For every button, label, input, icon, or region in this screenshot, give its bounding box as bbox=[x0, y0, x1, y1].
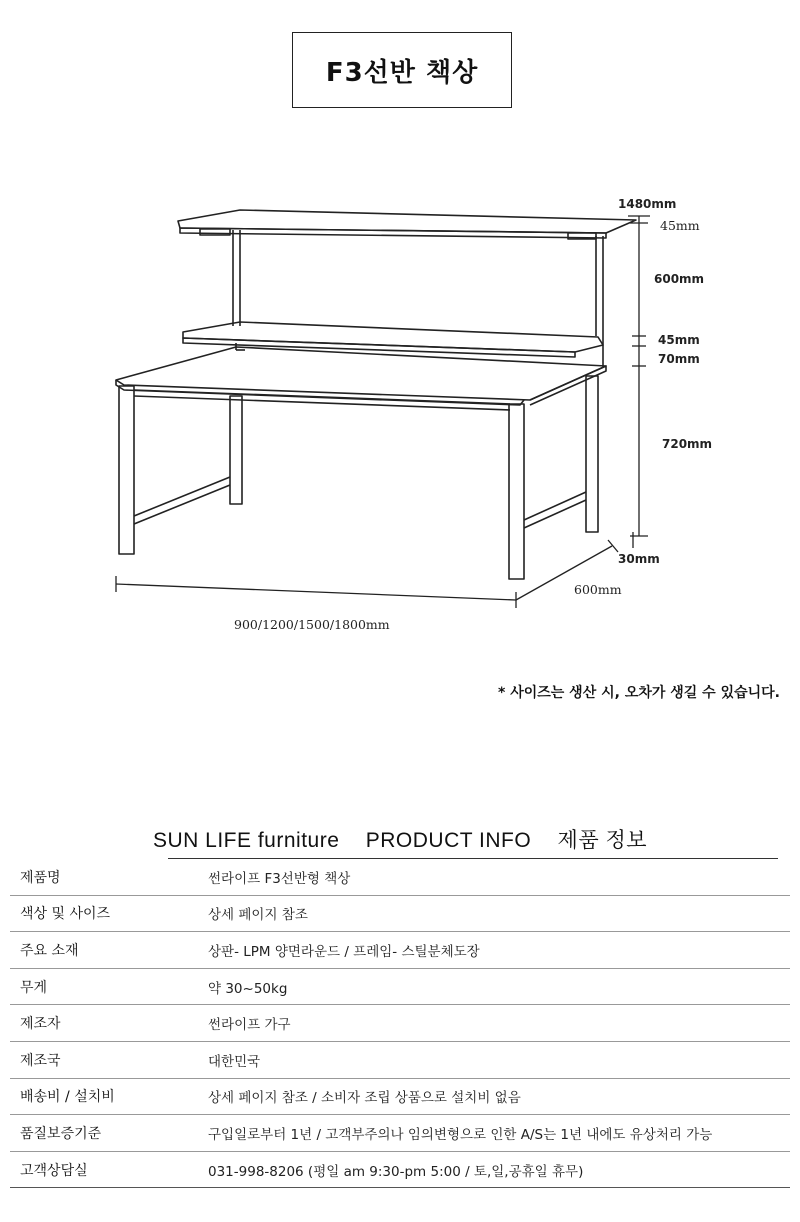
dim-depth: 600mm bbox=[574, 582, 622, 597]
table-row bbox=[10, 1078, 790, 1115]
dim-desk-height: 720mm bbox=[662, 437, 713, 451]
row-value: 031-998-8206 (평일 am 9:30-pm 5:00 / 토,일,공휴일 휴무) bbox=[208, 1151, 790, 1188]
row-label: 무게 bbox=[10, 968, 208, 1005]
table-row bbox=[10, 1115, 790, 1152]
table-row bbox=[10, 859, 790, 895]
front-right-leg bbox=[509, 404, 524, 579]
row-value: 구입일로부터 1년 / 고객부주의나 임의변형으로 인한 A/S는 1년 내에도 유상처리 가능 bbox=[208, 1115, 790, 1152]
dim-shelf-width: 1480mm bbox=[618, 197, 677, 211]
product-info-heading bbox=[0, 824, 800, 854]
product-info-table bbox=[10, 859, 790, 1188]
table-row bbox=[10, 1151, 790, 1188]
heading-en: PRODUCT INFO bbox=[365, 829, 532, 852]
row-value: 대한민국 bbox=[208, 1041, 790, 1078]
row-label: 제조국 bbox=[10, 1041, 208, 1078]
table-row bbox=[10, 932, 790, 969]
product-title: F3선반 책상 bbox=[292, 32, 512, 108]
row-value: 상세 페이지 참조 / 소비자 조립 상품으로 설치비 없음 bbox=[208, 1078, 790, 1115]
table-row bbox=[10, 895, 790, 932]
table-row bbox=[10, 968, 790, 1005]
row-label: 색상 및 사이즈 bbox=[10, 895, 208, 932]
row-label: 고객상담실 bbox=[10, 1151, 208, 1188]
row-value: 약 30~50kg bbox=[208, 968, 790, 1005]
brand-name: SUN LIFE furniture bbox=[152, 829, 340, 852]
row-label: 제조자 bbox=[10, 1005, 208, 1042]
row-value: 썬라이프 F3선반형 책상 bbox=[208, 859, 790, 895]
dim-top-thickness: 30mm bbox=[618, 552, 660, 566]
row-label: 주요 소재 bbox=[10, 932, 208, 969]
dim-shelf-thickness-top: 45mm bbox=[660, 218, 700, 233]
table-row bbox=[10, 1041, 790, 1078]
row-value: 상세 페이지 참조 bbox=[208, 895, 790, 932]
size-tolerance-note: * 사이즈는 생산 시, 오차가 생길 수 있습니다. bbox=[498, 685, 780, 701]
dim-width-options: 900/1200/1500/1800mm bbox=[234, 617, 390, 632]
row-value: 썬라이프 가구 bbox=[208, 1005, 790, 1042]
dim-shelf-thickness-mid: 45mm bbox=[658, 333, 700, 347]
row-label: 품질보증기준 bbox=[10, 1115, 208, 1152]
dim-lower-gap: 70mm bbox=[658, 352, 700, 366]
dim-shelf-gap: 600mm bbox=[654, 272, 705, 286]
table-row bbox=[10, 1005, 790, 1042]
heading-ko: 제품 정보 bbox=[557, 829, 648, 852]
row-value: 상판- LPM 양면라운드 / 프레임- 스틸분체도장 bbox=[208, 932, 790, 969]
row-label: 제품명 bbox=[10, 859, 208, 895]
front-left-leg bbox=[119, 386, 134, 554]
row-label: 배송비 / 설치비 bbox=[10, 1078, 208, 1115]
